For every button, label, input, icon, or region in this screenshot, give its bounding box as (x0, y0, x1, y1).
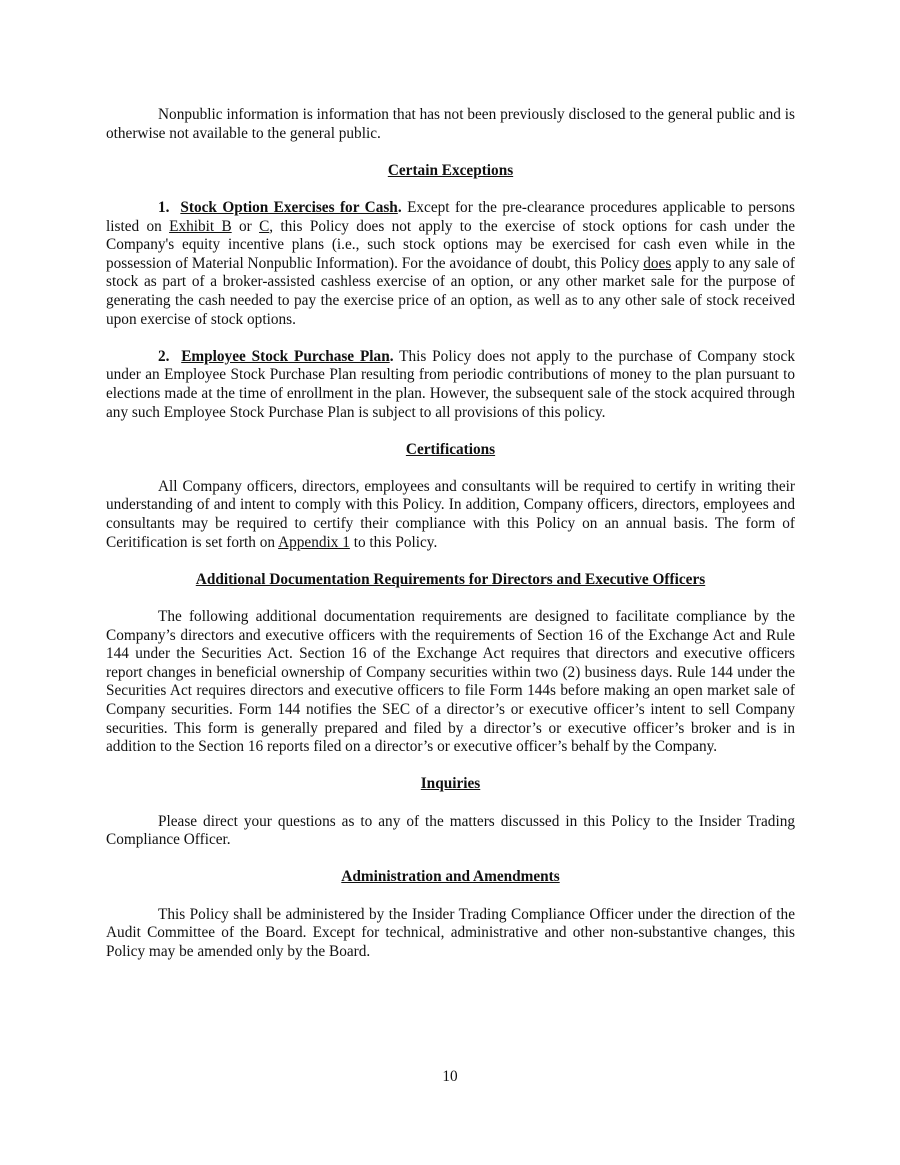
document-page (106, 106, 795, 961)
exception-2-title: Employee Stock Purchase Plan (181, 347, 390, 365)
inquiries-heading: Inquiries (420, 775, 481, 793)
additional-documentation-heading: Additional Documentation Requirements for Directors and Executive Officers (195, 570, 706, 588)
inquiries-paragraph: Please direct your questions as to any of the matters discussed in this Policy to the Insider Trading Compliance Officer. (106, 812, 795, 849)
certifications-paragraph: All Company officers, directors, employees and consultants will be required to certify in writing their understanding of and intent to comply with this Policy. In addition, Company officers, directors, employees and consultants may be required to certify their compliance with this Policy on an annual basis. The form of Ceritification is set forth on Appendix 1 to this Policy. (106, 477, 795, 551)
does-emphasis: does (643, 254, 672, 272)
exhibit-b-link: Exhibit B (169, 217, 232, 235)
certifications-heading: Certifications (405, 440, 496, 458)
page-number: 10 (442, 1068, 458, 1085)
exception-1-number: 1. (158, 198, 170, 216)
exception-2-number: 2. (158, 347, 170, 365)
exception-1-paragraph: 1. Stock Option Exercises for Cash. Except for the pre-clearance procedures applicable to persons listed on Exhibit B or C, this Policy does not apply to the exercise of stock options for cash under the Company's equity incentive plans (i.e., such stock options may be exercised for cash even while in the possession of Material Nonpublic Information). For the avoidance of doubt, this Policy does apply to any sale of stock as part of a broker-assisted cashless exercise of an option, or any other market sale for the purpose of generating the cash needed to pay the exercise price of an option, as well as to any other sale of stock received upon exercise of stock options. (106, 198, 795, 328)
administration-paragraph: This Policy shall be administered by the Insider Trading Compliance Officer under the direction of the Audit Committee of the Board. Except for technical, administrative and other non-substantive changes, this Policy may be amended only by the Board. (106, 905, 795, 960)
exception-1-title: Stock Option Exercises for Cash (180, 198, 398, 216)
exception-2-paragraph: 2. Employee Stock Purchase Plan. This Policy does not apply to the purchase of Company stock under an Employee Stock Purchase Plan resulting from periodic contributions of money to the plan pursuant to elections made at the time of enrollment in the plan. However, the subsequent sale of the stock acquired through any such Employee Stock Purchase Plan is subject to all provisions of this policy. (106, 347, 795, 421)
appendix-1-link: Appendix 1 (278, 533, 350, 551)
certain-exceptions-heading: Certain Exceptions (387, 161, 514, 179)
additional-documentation-paragraph: The following additional documentation requirements are designed to facilitate compliance by the Company’s directors and executive officers with the requirements of Section 16 of the Exchange Act and Rule 144 under the Securities Act. Section 16 of the Exchange Act requires that directors and executive officers report changes in beneficial ownership of Company securities within two (2) business days. Rule 144 under the Securities Act requires directors and executive officers to file Form 144s before making an open market sale of Company securities. Form 144 notifies the SEC of a director’s or executive officer’s intent to sell Company securities. This form is generally prepared and filed by a director’s or executive officer’s broker and is in addition to the Section 16 reports filed on a director’s or executive officer’s behalf by the Company. (106, 608, 795, 756)
intro-paragraph: Nonpublic information is information that has not been previously disclosed to the general public and is otherwise not available to the general public. (106, 106, 795, 142)
administration-heading: Administration and Amendments (341, 868, 560, 886)
exhibit-c-link: C (259, 217, 270, 235)
